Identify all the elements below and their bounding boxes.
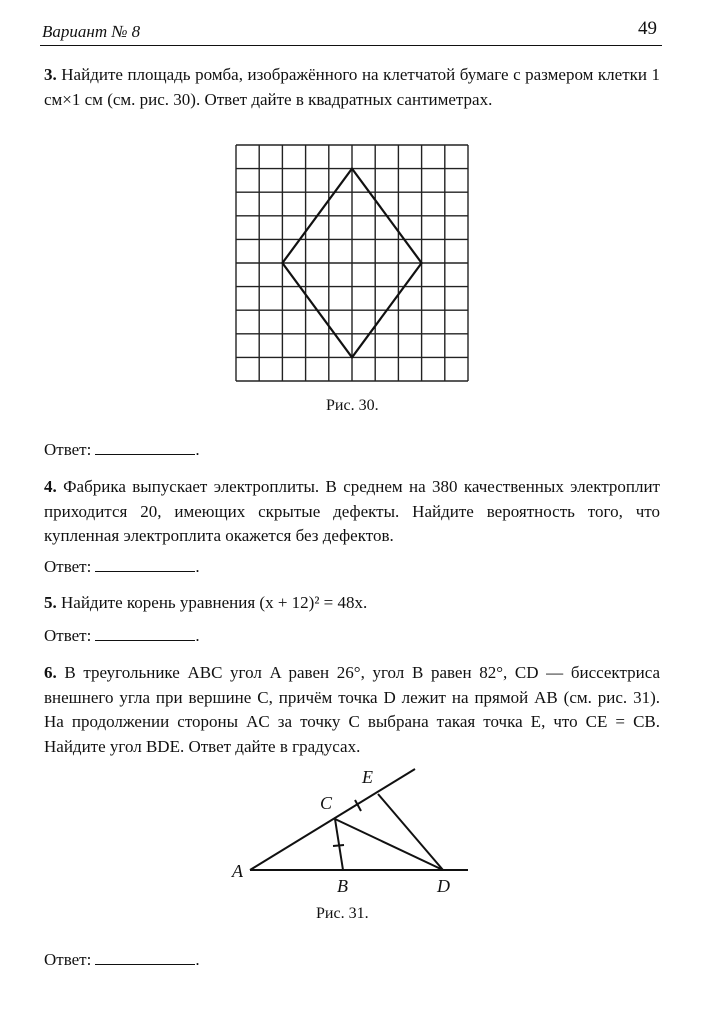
- problem-6: 6. В треугольнике ABC угол A равен 26°, угол B равен 82°, CD — биссектриса внешнего угла при вершине C, причём точка D лежит на прямой AB (см. рис. 31). На продолжении стороны AC за точку C выбрана такая точка E, что CE = CB. Найдите угол BDE. Ответ дайте в градусах.: [44, 663, 660, 756]
- grid: [236, 145, 468, 381]
- segment-CD: [335, 819, 443, 870]
- answer-blank[interactable]: [95, 950, 195, 965]
- line-AE: [250, 769, 415, 870]
- label-B: B: [337, 876, 348, 896]
- problem-3: 3. Найдите площадь ромба, изображённого на клетчатой бумаге с размером клетки 1 см×1 см (см. рис. 30). Ответ дайте в квадратных сантиметрах.: [44, 65, 661, 109]
- figure-30-caption: Рис. 30.: [326, 397, 379, 414]
- answer-blank[interactable]: [95, 440, 195, 455]
- answer-blank[interactable]: [95, 626, 195, 641]
- segment-ED: [378, 794, 443, 870]
- label-D: D: [437, 876, 450, 896]
- label-E: E: [362, 767, 373, 787]
- figure-31: [250, 769, 468, 870]
- answer-6: Ответ: .: [44, 950, 200, 969]
- answer-5: Ответ: .: [44, 626, 200, 645]
- problem-5: 5. Найдите корень уравнения (x + 12)² = 48x.: [44, 593, 368, 612]
- answer-blank[interactable]: [95, 557, 195, 572]
- answer-4: Ответ: .: [44, 557, 200, 576]
- label-C: C: [320, 793, 333, 813]
- variant-header: Вариант № 8: [42, 22, 141, 41]
- problem-4: 4. Фабрика выпускает электроплиты. В среднем на 380 качественных электроплит приходится 20, имеющих скрытые дефекты. Найдите вероятность того, что купленная электроплита окажется без дефектов.: [44, 477, 660, 545]
- tick-CB: [333, 845, 344, 846]
- page-number: 49: [638, 18, 657, 39]
- label-A: A: [232, 861, 243, 881]
- figure-31-caption: Рис. 31.: [316, 905, 369, 922]
- answer-3: Ответ: .: [44, 440, 200, 459]
